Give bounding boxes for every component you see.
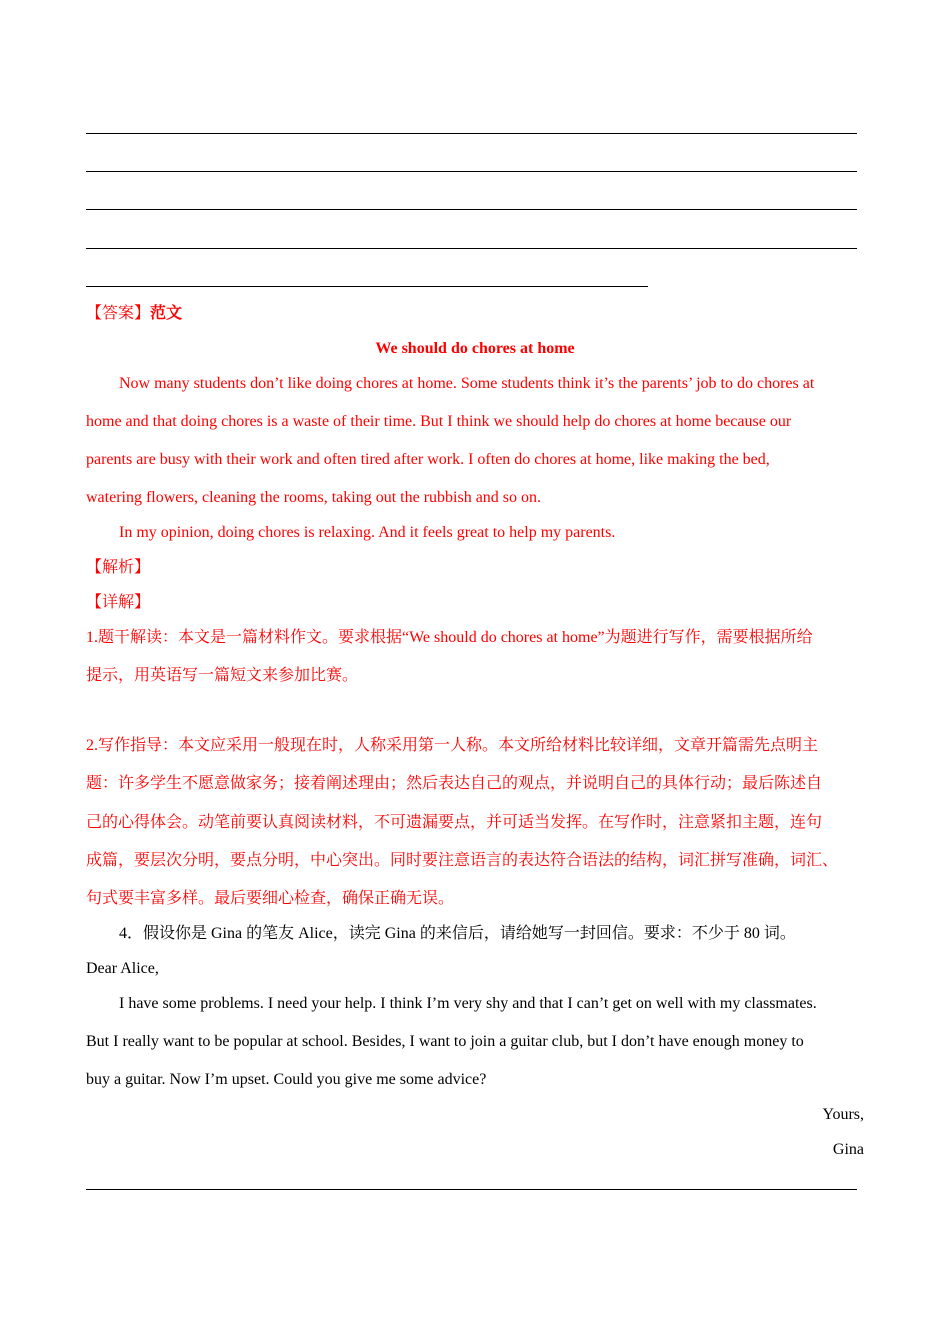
answer-heading: [86, 304, 182, 324]
writing-line: [86, 171, 857, 172]
letter-line: I have some problems. I need your help. I think I’m very shy and that I can’t get on well with my classmates.: [119, 995, 817, 1012]
essay-line: home and that doing chores is a waste of their time. But I think we should help do chores at home because our: [86, 413, 792, 430]
essay-line: In my opinion, doing chores is relaxing. And it feels great to help my parents.: [119, 524, 616, 541]
essay-line: Now many students don’t like doing chores at home. Some students think it’s the parents’ job to do chores at: [119, 375, 815, 392]
letter-line: But I really want to be popular at school. Besides, I want to join a guitar club, but I don’t have enough money to: [86, 1033, 804, 1050]
writing-line: [86, 133, 857, 134]
writing-line: [86, 248, 857, 249]
analysis-point-2-line: 句式要丰富多样。最后要细心检查，确保正确无误。: [86, 890, 455, 907]
essay-line: watering flowers, cleaning the rooms, taking out the rubbish and so on.: [86, 489, 542, 506]
writing-line-short: [86, 286, 648, 287]
answer-label: 【答案】: [86, 305, 151, 322]
writing-line: [86, 209, 857, 210]
letter-salutation: Dear Alice,: [86, 960, 159, 977]
letter-line: buy a guitar. Now I’m upset. Could you give me some advice?: [86, 1071, 487, 1088]
letter-signature: Gina: [832, 1141, 864, 1158]
question-4-prompt: 4．假设你是 Gina 的笔友 Alice，读完 Gina 的来信后，请给她写一封回信。要求：不少于 80 词。: [119, 925, 796, 942]
model-essay-label: 范文: [150, 305, 183, 322]
essay-line: parents are busy with their work and often tired after work. I often do chores at home, like making the bed,: [86, 451, 770, 468]
essay-title: We should do chores at home: [375, 340, 575, 357]
analysis-point-2-line: 题：许多学生不愿意做家务；接着阐述理由；然后表达自己的观点，并说明自己的具体行动；最后陈述自: [86, 775, 823, 792]
writing-line: [86, 1189, 857, 1190]
analysis-point-2-line: 己的心得体会。动笔前要认真阅读材料，不可遗漏要点，并可适当发挥。在写作时，注意紧扣主题，连句: [86, 814, 823, 831]
analysis-point-1-line: 1.题干解读：本文是一篇材料作文。要求根据“We should do chores at home”为题进行写作，需要根据所给: [86, 629, 813, 646]
letter-closing: Yours,: [822, 1106, 864, 1123]
analysis-point-2-line: 成篇，要层次分明，要点分明，中心突出。同时要注意语言的表达符合语法的结构，词汇拼写准确，词汇、: [86, 852, 839, 869]
analysis-point-1-line: 提示，用英语写一篇短文来参加比赛。: [86, 667, 359, 684]
detail-label: 【详解】: [86, 594, 151, 611]
analysis-point-2-line: 2.写作指导：本文应采用一般现在时，人称采用第一人称。本文所给材料比较详细，文章开篇需先点明主: [86, 737, 819, 754]
analysis-label: 【解析】: [86, 559, 151, 576]
